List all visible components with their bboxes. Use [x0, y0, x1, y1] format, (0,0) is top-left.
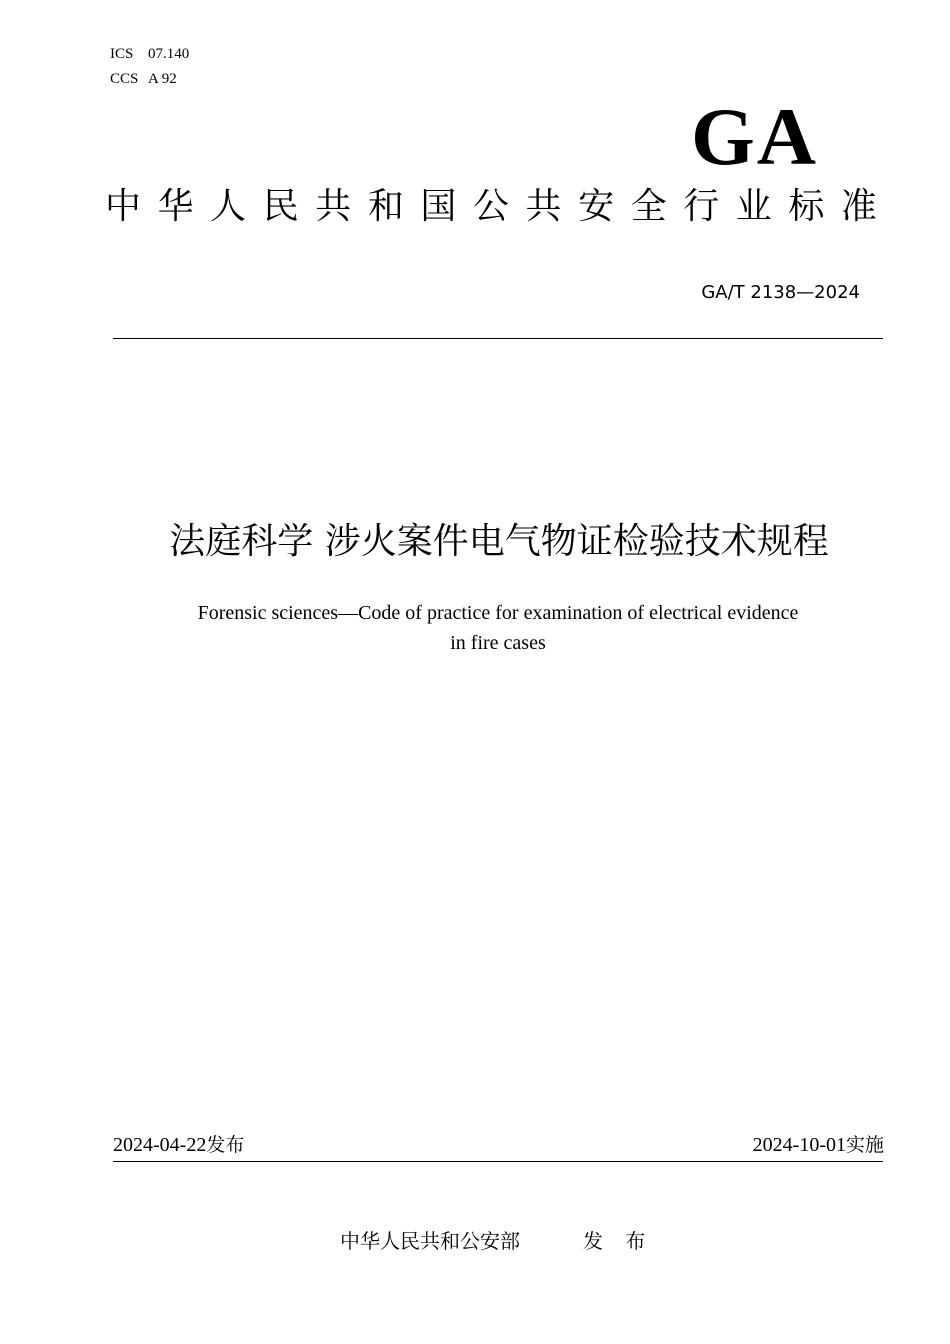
category-char: 共 [315, 186, 352, 227]
category-char: 准 [840, 186, 877, 227]
english-title-line-2: in fire cases [450, 632, 546, 654]
category-char: 业 [735, 186, 772, 227]
category-char: 国 [420, 186, 457, 227]
category-char: 行 [683, 186, 720, 227]
ccs-classification [110, 70, 177, 88]
category-char: 中 [105, 186, 142, 227]
category-char: 人 [210, 186, 247, 227]
category-char: 民 [262, 186, 299, 227]
ics-code: 07.140 [148, 46, 190, 62]
ics-label: ICS [110, 46, 134, 62]
issue-date-label: 发布 [206, 1134, 245, 1156]
standard-number: GA/T 2138—2024 [701, 282, 860, 303]
category-char: 和 [367, 186, 404, 227]
category-char: 公 [472, 186, 509, 227]
document-title-english [0, 598, 950, 658]
implementation-date-label: 实施 [845, 1134, 884, 1156]
issuer-name: 中华人民共和公安部 [340, 1229, 520, 1253]
category-char: 华 [157, 186, 194, 227]
ccs-label: CCS [110, 71, 139, 87]
implementation-date [753, 1132, 884, 1158]
document-title-chinese: 法庭科学 涉火案件电气物证检验技术规程 [169, 521, 829, 562]
english-title-line-1: Forensic sciences—Code of practice for examination of electrical evidence [197, 602, 799, 624]
issuer-action: 发 布 [583, 1229, 654, 1253]
category-char: 安 [578, 186, 615, 227]
implementation-date-value: 2024-10-01 [752, 1134, 846, 1156]
category-char: 共 [525, 186, 562, 227]
issue-date-value: 2024-04-22 [113, 1134, 207, 1156]
category-char: 标 [788, 186, 825, 227]
header-divider [113, 338, 883, 339]
category-char: 全 [630, 186, 667, 227]
ics-classification [110, 45, 189, 63]
footer-divider [113, 1161, 883, 1162]
ga-logo: GA [691, 91, 818, 182]
issue-date [113, 1132, 244, 1158]
ccs-code: A 92 [148, 71, 177, 87]
standard-category [105, 184, 877, 230]
